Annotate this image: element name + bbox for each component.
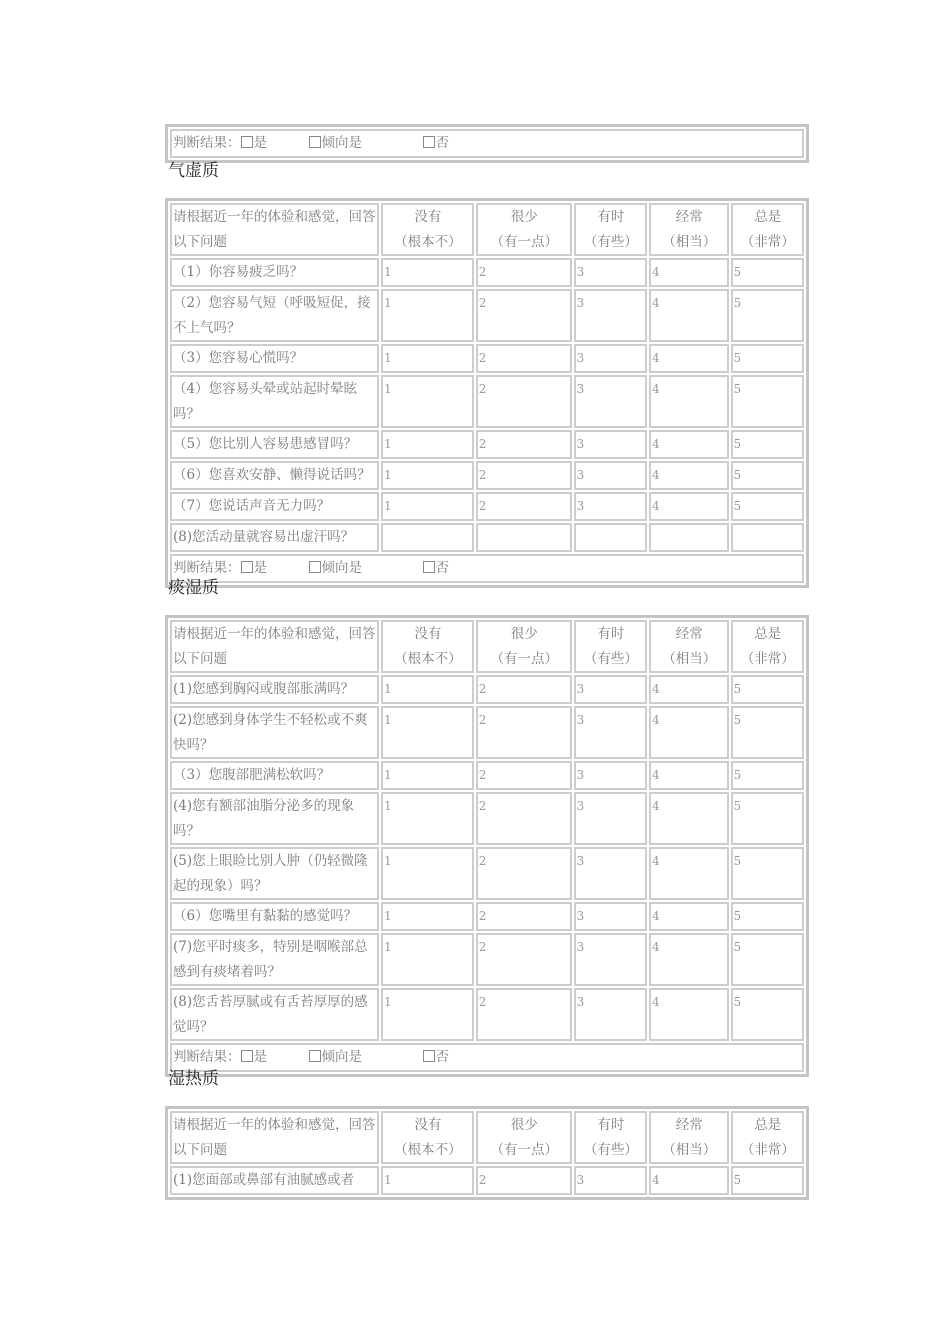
- question-text: （7）您说话声音无力吗？: [170, 492, 379, 521]
- header-col-sublabel: （有些）: [583, 1141, 638, 1158]
- score-cell-3[interactable]: 3: [574, 933, 647, 986]
- judgement-label: 判断结果：: [173, 1049, 241, 1065]
- section-title-tanshi: 痰湿质: [168, 578, 219, 598]
- score-cell-1[interactable]: 1: [381, 461, 474, 490]
- question-row: [170, 675, 804, 704]
- score-cell-5[interactable]: 5: [731, 289, 804, 342]
- score-cell-3[interactable]: 3: [574, 1166, 647, 1195]
- header-col-4: [649, 1111, 729, 1164]
- header-col-sublabel: （非常）: [740, 233, 795, 250]
- score-cell-3[interactable]: 3: [574, 344, 647, 373]
- score-cell-2[interactable]: 2: [476, 344, 572, 373]
- question-row: [170, 847, 804, 900]
- score-cell-4[interactable]: 4: [649, 258, 729, 287]
- score-cell-1[interactable]: 1: [381, 706, 474, 759]
- header-col-label: 经常: [675, 209, 703, 225]
- score-cell-4[interactable]: [649, 523, 729, 552]
- score-cell-4[interactable]: 4: [649, 461, 729, 490]
- score-cell-1[interactable]: 1: [381, 792, 474, 845]
- question-text: （6）您喜欢安静、懒得说话吗？: [170, 461, 379, 490]
- header-col-4: [649, 620, 729, 673]
- header-question: 请根据近一年的体验和感觉，回答以下问题: [170, 620, 379, 673]
- header-col-2: [476, 1111, 572, 1164]
- option-no[interactable]: 否: [423, 556, 450, 581]
- score-cell-5[interactable]: 5: [731, 706, 804, 759]
- score-cell-5[interactable]: 5: [731, 492, 804, 521]
- section-table-shire: [165, 1106, 809, 1200]
- header-col-3: [574, 620, 647, 673]
- section-title-qixu: 气虚质: [168, 161, 219, 181]
- header-col-label: 有时: [597, 209, 625, 225]
- header-row: [170, 620, 804, 673]
- judgement-cell: [170, 554, 804, 583]
- score-cell-2[interactable]: 2: [476, 706, 572, 759]
- score-cell-3[interactable]: 3: [574, 461, 647, 490]
- header-col-3: [574, 1111, 647, 1164]
- question-row: [170, 988, 804, 1041]
- option-tend-yes[interactable]: 倾向是: [309, 556, 423, 581]
- checkbox-icon: [241, 1050, 253, 1062]
- score-cell-3[interactable]: 3: [574, 258, 647, 287]
- option-no[interactable]: 否: [423, 131, 450, 156]
- question-row: [170, 523, 804, 552]
- question-text: (5)您上眼睑比别人肿（仍轻微隆起的现象）吗？: [170, 847, 379, 900]
- question-row: [170, 344, 804, 373]
- score-cell-4[interactable]: 4: [649, 675, 729, 704]
- score-cell-1[interactable]: 1: [381, 761, 474, 790]
- question-row: [170, 792, 804, 845]
- score-cell-1[interactable]: 1: [381, 258, 474, 287]
- header-col-sublabel: （有一点）: [490, 233, 558, 250]
- header-col-label: 总是: [754, 626, 782, 642]
- questionnaire-table: [165, 198, 809, 588]
- question-text: (1)您感到胸闷或腹部胀满吗？: [170, 675, 379, 704]
- question-text: （5）您比别人容易患感冒吗？: [170, 430, 379, 459]
- questionnaire-table: [165, 615, 809, 1077]
- score-cell-5[interactable]: 5: [731, 847, 804, 900]
- question-row: [170, 461, 804, 490]
- header-col-sublabel: （相当）: [662, 650, 717, 667]
- score-cell-4[interactable]: 4: [649, 344, 729, 373]
- score-cell-4[interactable]: 4: [649, 933, 729, 986]
- question-text: （4）您容易头晕或站起时晕眩吗？: [170, 375, 379, 428]
- question-row: [170, 492, 804, 521]
- question-row: [170, 258, 804, 287]
- option-tend-yes[interactable]: 倾向是: [309, 1045, 423, 1070]
- header-col-2: [476, 620, 572, 673]
- questionnaire-table: [165, 1106, 809, 1200]
- score-cell-2[interactable]: 2: [476, 375, 572, 428]
- score-cell-4[interactable]: 4: [649, 988, 729, 1041]
- judgement-label: 判断结果：: [173, 560, 241, 576]
- judgement-row: [170, 554, 804, 583]
- header-col-label: 很少: [510, 1117, 538, 1133]
- header-question: 请根据近一年的体验和感觉，回答以下问题: [170, 203, 379, 256]
- score-cell-5[interactable]: 5: [731, 761, 804, 790]
- score-cell-2[interactable]: 2: [476, 461, 572, 490]
- score-cell-1[interactable]: 1: [381, 375, 474, 428]
- header-col-label: 总是: [754, 209, 782, 225]
- score-cell-2[interactable]: [476, 523, 572, 552]
- score-cell-1[interactable]: 1: [381, 933, 474, 986]
- score-cell-1[interactable]: 1: [381, 675, 474, 704]
- score-cell-4[interactable]: 4: [649, 761, 729, 790]
- score-cell-2[interactable]: 2: [476, 761, 572, 790]
- header-col-label: 有时: [597, 626, 625, 642]
- score-cell-2[interactable]: 2: [476, 289, 572, 342]
- header-col-sublabel: （有一点）: [490, 1141, 558, 1158]
- checkbox-icon: [309, 1050, 321, 1062]
- checkbox-icon: [241, 136, 253, 148]
- prev-judgement-table: [165, 124, 809, 163]
- score-cell-1[interactable]: 1: [381, 847, 474, 900]
- header-col-sublabel: （相当）: [662, 233, 717, 250]
- score-cell-4[interactable]: 4: [649, 492, 729, 521]
- header-col-label: 经常: [675, 626, 703, 642]
- header-col-sublabel: （有一点）: [490, 650, 558, 667]
- header-col-label: 有时: [597, 1117, 625, 1133]
- header-col-sublabel: （非常）: [740, 650, 795, 667]
- judgement-cell: [170, 1043, 804, 1072]
- score-cell-5[interactable]: [731, 523, 804, 552]
- header-row: [170, 1111, 804, 1164]
- header-col-5: [731, 1111, 804, 1164]
- score-cell-5[interactable]: 5: [731, 375, 804, 428]
- score-cell-2[interactable]: 2: [476, 258, 572, 287]
- header-col-label: 经常: [675, 1117, 703, 1133]
- question-text: （2）您容易气短（呼吸短促，接不上气吗？: [170, 289, 379, 342]
- score-cell-5[interactable]: 5: [731, 461, 804, 490]
- header-row: [170, 203, 804, 256]
- score-cell-1[interactable]: 1: [381, 1166, 474, 1195]
- question-row: [170, 761, 804, 790]
- score-cell-3[interactable]: 3: [574, 675, 647, 704]
- option-tend-yes[interactable]: 倾向是: [309, 131, 423, 156]
- question-text: (8)您舌苔厚腻或有舌苔厚厚的感觉吗？: [170, 988, 379, 1041]
- score-cell-2[interactable]: 2: [476, 988, 572, 1041]
- option-yes[interactable]: 是: [241, 556, 309, 581]
- header-col-sublabel: （根本不）: [394, 1141, 462, 1158]
- score-cell-4[interactable]: 4: [649, 792, 729, 845]
- checkbox-icon: [309, 561, 321, 573]
- header-col-sublabel: （有些）: [583, 650, 638, 667]
- score-cell-5[interactable]: 5: [731, 933, 804, 986]
- score-cell-5[interactable]: 5: [731, 1166, 804, 1195]
- question-row: [170, 902, 804, 931]
- score-cell-4[interactable]: 4: [649, 289, 729, 342]
- score-cell-4[interactable]: 4: [649, 706, 729, 759]
- question-text: (7)您平时痰多，特别是咽喉部总感到有痰堵着吗？: [170, 933, 379, 986]
- header-col-3: [574, 203, 647, 256]
- question-text: （3）您容易心慌吗？: [170, 344, 379, 373]
- question-text: (1)您面部或鼻部有油腻感或者: [170, 1166, 379, 1195]
- option-yes[interactable]: 是: [241, 131, 309, 156]
- score-cell-3[interactable]: 3: [574, 761, 647, 790]
- score-cell-5[interactable]: 5: [731, 988, 804, 1041]
- question-text: （6）您嘴里有黏黏的感觉吗？: [170, 902, 379, 931]
- header-col-label: 没有: [414, 209, 442, 225]
- option-no[interactable]: 否: [423, 1045, 450, 1070]
- judgement-row: [170, 1043, 804, 1072]
- score-cell-4[interactable]: 4: [649, 902, 729, 931]
- score-cell-4[interactable]: 4: [649, 1166, 729, 1195]
- score-cell-3[interactable]: 3: [574, 706, 647, 759]
- score-cell-2[interactable]: 2: [476, 1166, 572, 1195]
- question-text: (8)您活动量就容易出虚汗吗？: [170, 523, 379, 552]
- score-cell-3[interactable]: 3: [574, 289, 647, 342]
- question-text: (2)您感到身体学生不轻松或不爽快吗？: [170, 706, 379, 759]
- header-col-label: 很少: [510, 626, 538, 642]
- question-row: [170, 375, 804, 428]
- header-col-sublabel: （有些）: [583, 233, 638, 250]
- score-cell-2[interactable]: 2: [476, 430, 572, 459]
- question-text: （3）您腹部肥满松软吗？: [170, 761, 379, 790]
- judgement-label: 判断结果：: [173, 135, 241, 151]
- score-cell-5[interactable]: 5: [731, 675, 804, 704]
- score-cell-3[interactable]: 3: [574, 492, 647, 521]
- header-col-sublabel: （非常）: [740, 1141, 795, 1158]
- question-row: [170, 430, 804, 459]
- score-cell-5[interactable]: 5: [731, 344, 804, 373]
- header-col-2: [476, 203, 572, 256]
- section-table-tanshi: [165, 615, 809, 1077]
- score-cell-4[interactable]: 4: [649, 375, 729, 428]
- score-cell-2[interactable]: 2: [476, 847, 572, 900]
- header-col-label: 总是: [754, 1117, 782, 1133]
- question-row: [170, 933, 804, 986]
- score-cell-1[interactable]: 1: [381, 492, 474, 521]
- score-cell-2[interactable]: 2: [476, 902, 572, 931]
- header-col-label: 很少: [510, 209, 538, 225]
- question-text: （1）你容易疲乏吗？: [170, 258, 379, 287]
- header-question: 请根据近一年的体验和感觉，回答以下问题: [170, 1111, 379, 1164]
- score-cell-4[interactable]: 4: [649, 430, 729, 459]
- score-cell-3[interactable]: 3: [574, 847, 647, 900]
- header-col-sublabel: （根本不）: [394, 650, 462, 667]
- score-cell-2[interactable]: 2: [476, 492, 572, 521]
- header-col-label: 没有: [414, 626, 442, 642]
- header-col-1: [381, 203, 474, 256]
- judgement-row: [170, 129, 804, 158]
- score-cell-3[interactable]: 3: [574, 902, 647, 931]
- score-cell-2[interactable]: 2: [476, 933, 572, 986]
- header-col-sublabel: （根本不）: [394, 233, 462, 250]
- checkbox-icon: [423, 136, 435, 148]
- header-col-5: [731, 620, 804, 673]
- header-col-sublabel: （相当）: [662, 1141, 717, 1158]
- question-row: [170, 1166, 804, 1195]
- question-row: [170, 706, 804, 759]
- score-cell-3[interactable]: 3: [574, 430, 647, 459]
- checkbox-icon: [423, 1050, 435, 1062]
- checkbox-icon: [309, 136, 321, 148]
- header-col-label: 没有: [414, 1117, 442, 1133]
- score-cell-1[interactable]: 1: [381, 289, 474, 342]
- checkbox-icon: [423, 561, 435, 573]
- header-col-1: [381, 1111, 474, 1164]
- score-cell-1[interactable]: 1: [381, 902, 474, 931]
- header-col-1: [381, 620, 474, 673]
- score-cell-5[interactable]: 5: [731, 430, 804, 459]
- score-cell-1[interactable]: 1: [381, 344, 474, 373]
- score-cell-2[interactable]: 2: [476, 792, 572, 845]
- score-cell-3[interactable]: 3: [574, 792, 647, 845]
- option-yes[interactable]: 是: [241, 1045, 309, 1070]
- score-cell-3[interactable]: 3: [574, 375, 647, 428]
- score-cell-3[interactable]: [574, 523, 647, 552]
- score-cell-5[interactable]: 5: [731, 792, 804, 845]
- header-col-5: [731, 203, 804, 256]
- score-cell-5[interactable]: 5: [731, 258, 804, 287]
- checkbox-icon: [241, 561, 253, 573]
- header-col-4: [649, 203, 729, 256]
- section-title-shire: 湿热质: [168, 1069, 219, 1089]
- score-cell-1[interactable]: 1: [381, 988, 474, 1041]
- score-cell-1[interactable]: 1: [381, 430, 474, 459]
- question-row: [170, 289, 804, 342]
- score-cell-5[interactable]: 5: [731, 902, 804, 931]
- question-text: (4)您有额部油脂分泌多的现象吗？: [170, 792, 379, 845]
- score-cell-4[interactable]: 4: [649, 847, 729, 900]
- score-cell-2[interactable]: 2: [476, 675, 572, 704]
- section-table-qixu: [165, 198, 809, 588]
- score-cell-3[interactable]: 3: [574, 988, 647, 1041]
- score-cell-1[interactable]: [381, 523, 474, 552]
